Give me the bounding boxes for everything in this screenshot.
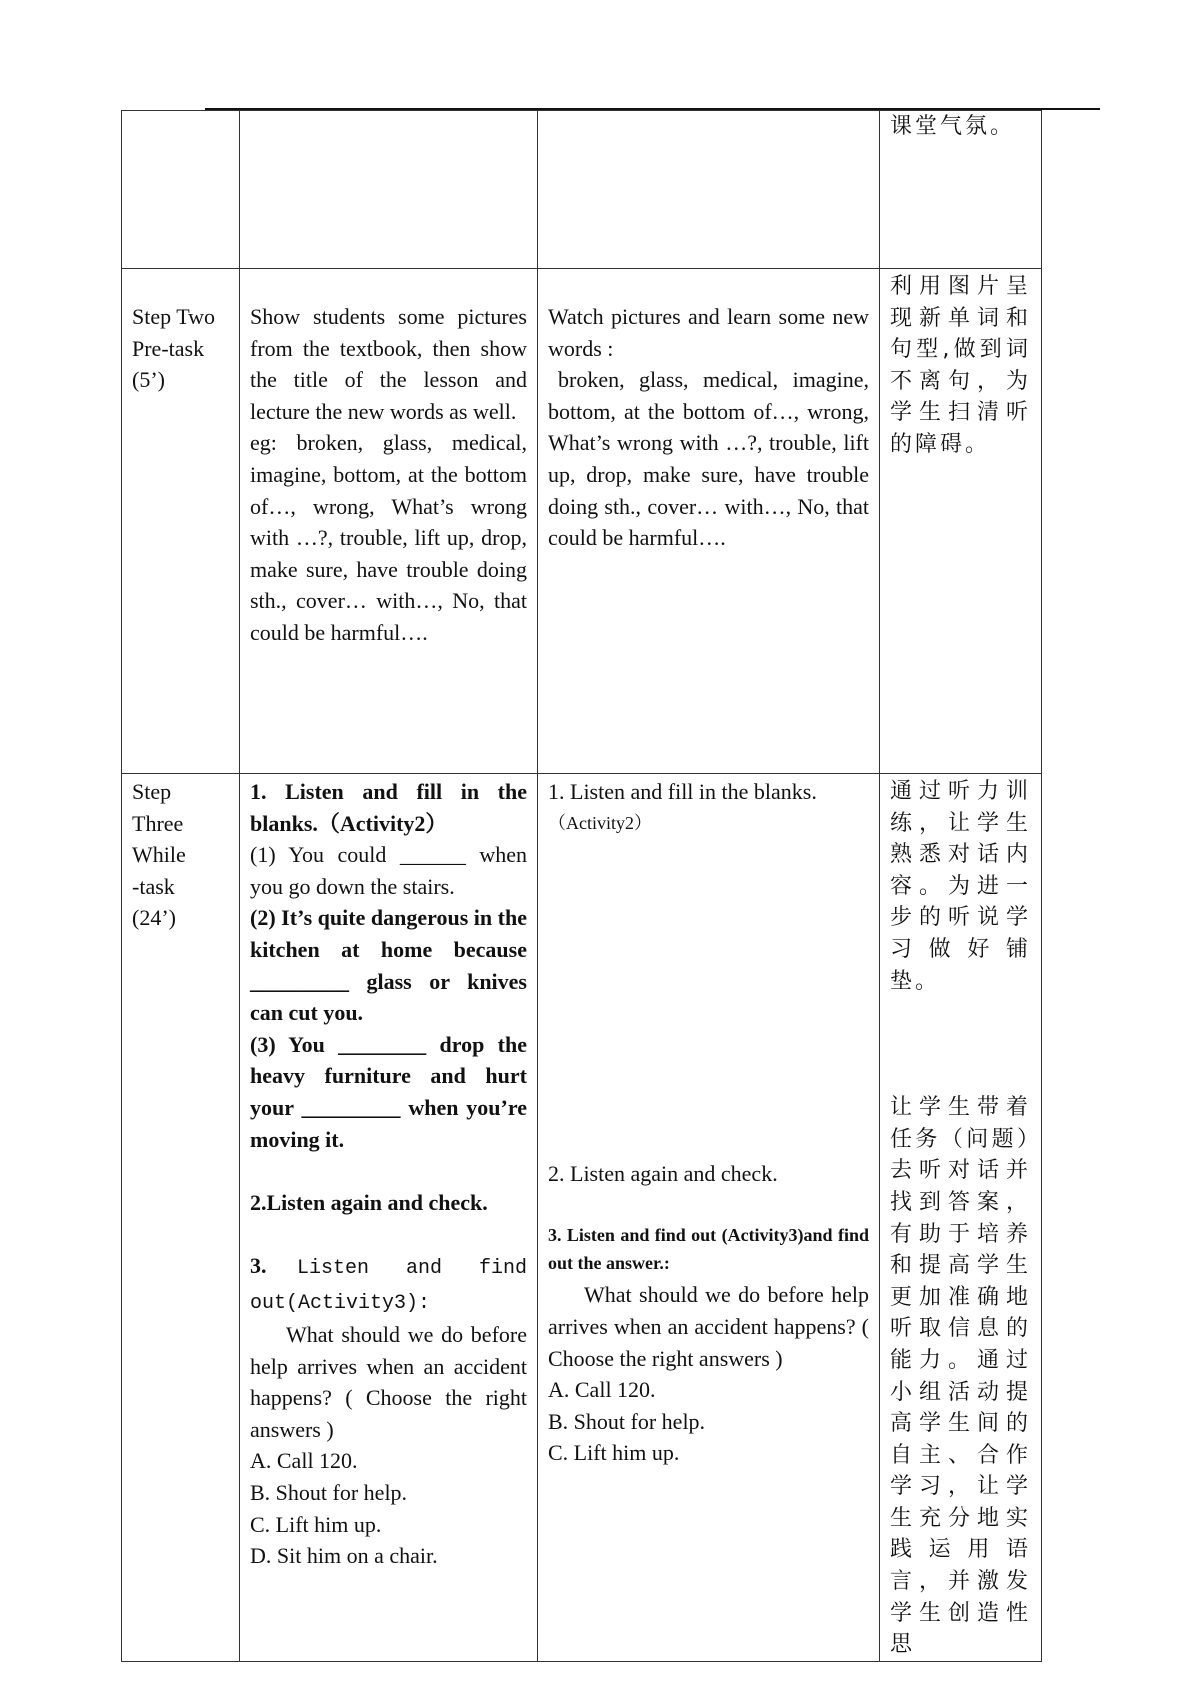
teacher-activity-cell	[240, 111, 538, 269]
purpose-cell	[880, 269, 1042, 774]
purpose-cell	[880, 111, 1042, 269]
student-vocab-list: broken, glass, medical, imagine, bottom, at the bottom of…, wrong, What’s wrong with …?, trouble, lift up, drop, make sure, have trouble doing sth., cover… with…, No, that could be harmful….	[548, 367, 869, 551]
purpose-text-listening: 通过听力训练，让学生熟悉对话内容。为进一步的听说学习做好铺垫。	[890, 779, 1031, 994]
task2-title: 2.Listen again and check.	[250, 1189, 488, 1215]
student-intro: Watch pictures and learn some new words :	[548, 304, 869, 361]
step-cell	[122, 111, 240, 269]
step-phase: While	[132, 842, 186, 868]
step-duration: (5’)	[132, 367, 165, 393]
step-number: Three	[132, 810, 184, 836]
purpose-text: 利用图片呈现新单词和句型,做到词不离句，为学生扫清听的障碍。	[890, 274, 1031, 457]
step-duration: (24’)	[132, 905, 176, 931]
task3-title-text: Listen and find out(Activity3):	[250, 1256, 528, 1315]
option-a: A. Call 120.	[250, 1448, 358, 1474]
step-cell	[122, 269, 240, 774]
purpose-cell	[880, 774, 1042, 1662]
task2-title: 2. Listen again and check.	[548, 1161, 778, 1187]
step-cell	[122, 774, 240, 1662]
step-phase-suffix: -task	[132, 873, 175, 899]
task1-question-1: (1) You could ______ when you go down the stairs.	[250, 842, 527, 899]
step-name: Step	[132, 779, 172, 804]
option-d: D. Sit him on a chair.	[250, 1543, 438, 1569]
option-c: C. Lift him up.	[250, 1511, 382, 1537]
purpose-text: 课堂气氛。	[890, 114, 1016, 139]
task3-title: 3. Listen and find out (Activity3)and find out the answer.:	[548, 1225, 869, 1274]
table-row	[122, 774, 1042, 1662]
task1-subtitle: （Activity2）	[548, 812, 652, 833]
task1-title: 1. Listen and fill in the blanks.	[548, 779, 817, 804]
option-b: B. Shout for help.	[548, 1408, 706, 1434]
option-b: B. Shout for help.	[250, 1480, 408, 1506]
table-row	[122, 111, 1042, 269]
option-a: A. Call 120.	[548, 1377, 656, 1403]
task3-question: What should we do before help arrives when an accident happens? ( Choose the right answers )	[548, 1282, 869, 1371]
step-phase: Pre-task	[132, 335, 205, 361]
task1-title: 1. Listen and fill in the blanks.（Activity2）	[250, 779, 527, 836]
step-name: Step Two	[132, 304, 216, 329]
task3-title	[250, 1250, 527, 1319]
table-row	[122, 269, 1042, 774]
student-activity-cell	[538, 774, 880, 1662]
teacher-activity-cell	[240, 774, 538, 1662]
task1-question-3: (3) You ________ drop the heavy furniture and hurt your _________ when you’re moving it.	[250, 1031, 527, 1152]
purpose-text-tasks: 让学生带着任务（问题）去听对话并找到答案，有助于培养和提高学生更加准确地听取信息的能力。通过小组活动提高学生间的自主、合作学习，让学生充分地实践运用语言，并激发学生创造性思	[890, 1095, 1031, 1658]
task1-question-2: (2) It’s quite dangerous in the kitchen at home because _________ glass or knives can cut you.	[250, 905, 527, 1026]
student-activity-cell	[538, 111, 880, 269]
teacher-intro: Show students some pictures from the textbook, then show the title of the lesson and lecture the new words as well.	[250, 304, 527, 424]
option-c: C. Lift him up.	[548, 1440, 680, 1466]
task3-number: 3.	[250, 1252, 267, 1278]
teacher-vocab-list: eg: broken, glass, medical, imagine, bottom, at the bottom of…, wrong, What’s wrong with …?, trouble, lift up, drop, make sure, have trouble doing sth., cover… with…, No, that could be harmful….	[250, 430, 527, 645]
task3-question: What should we do before help arrives when an accident happens? ( Choose the right answers )	[250, 1322, 527, 1442]
teacher-activity-cell	[240, 269, 538, 774]
lesson-plan-table	[121, 110, 1042, 1662]
student-activity-cell	[538, 269, 880, 774]
